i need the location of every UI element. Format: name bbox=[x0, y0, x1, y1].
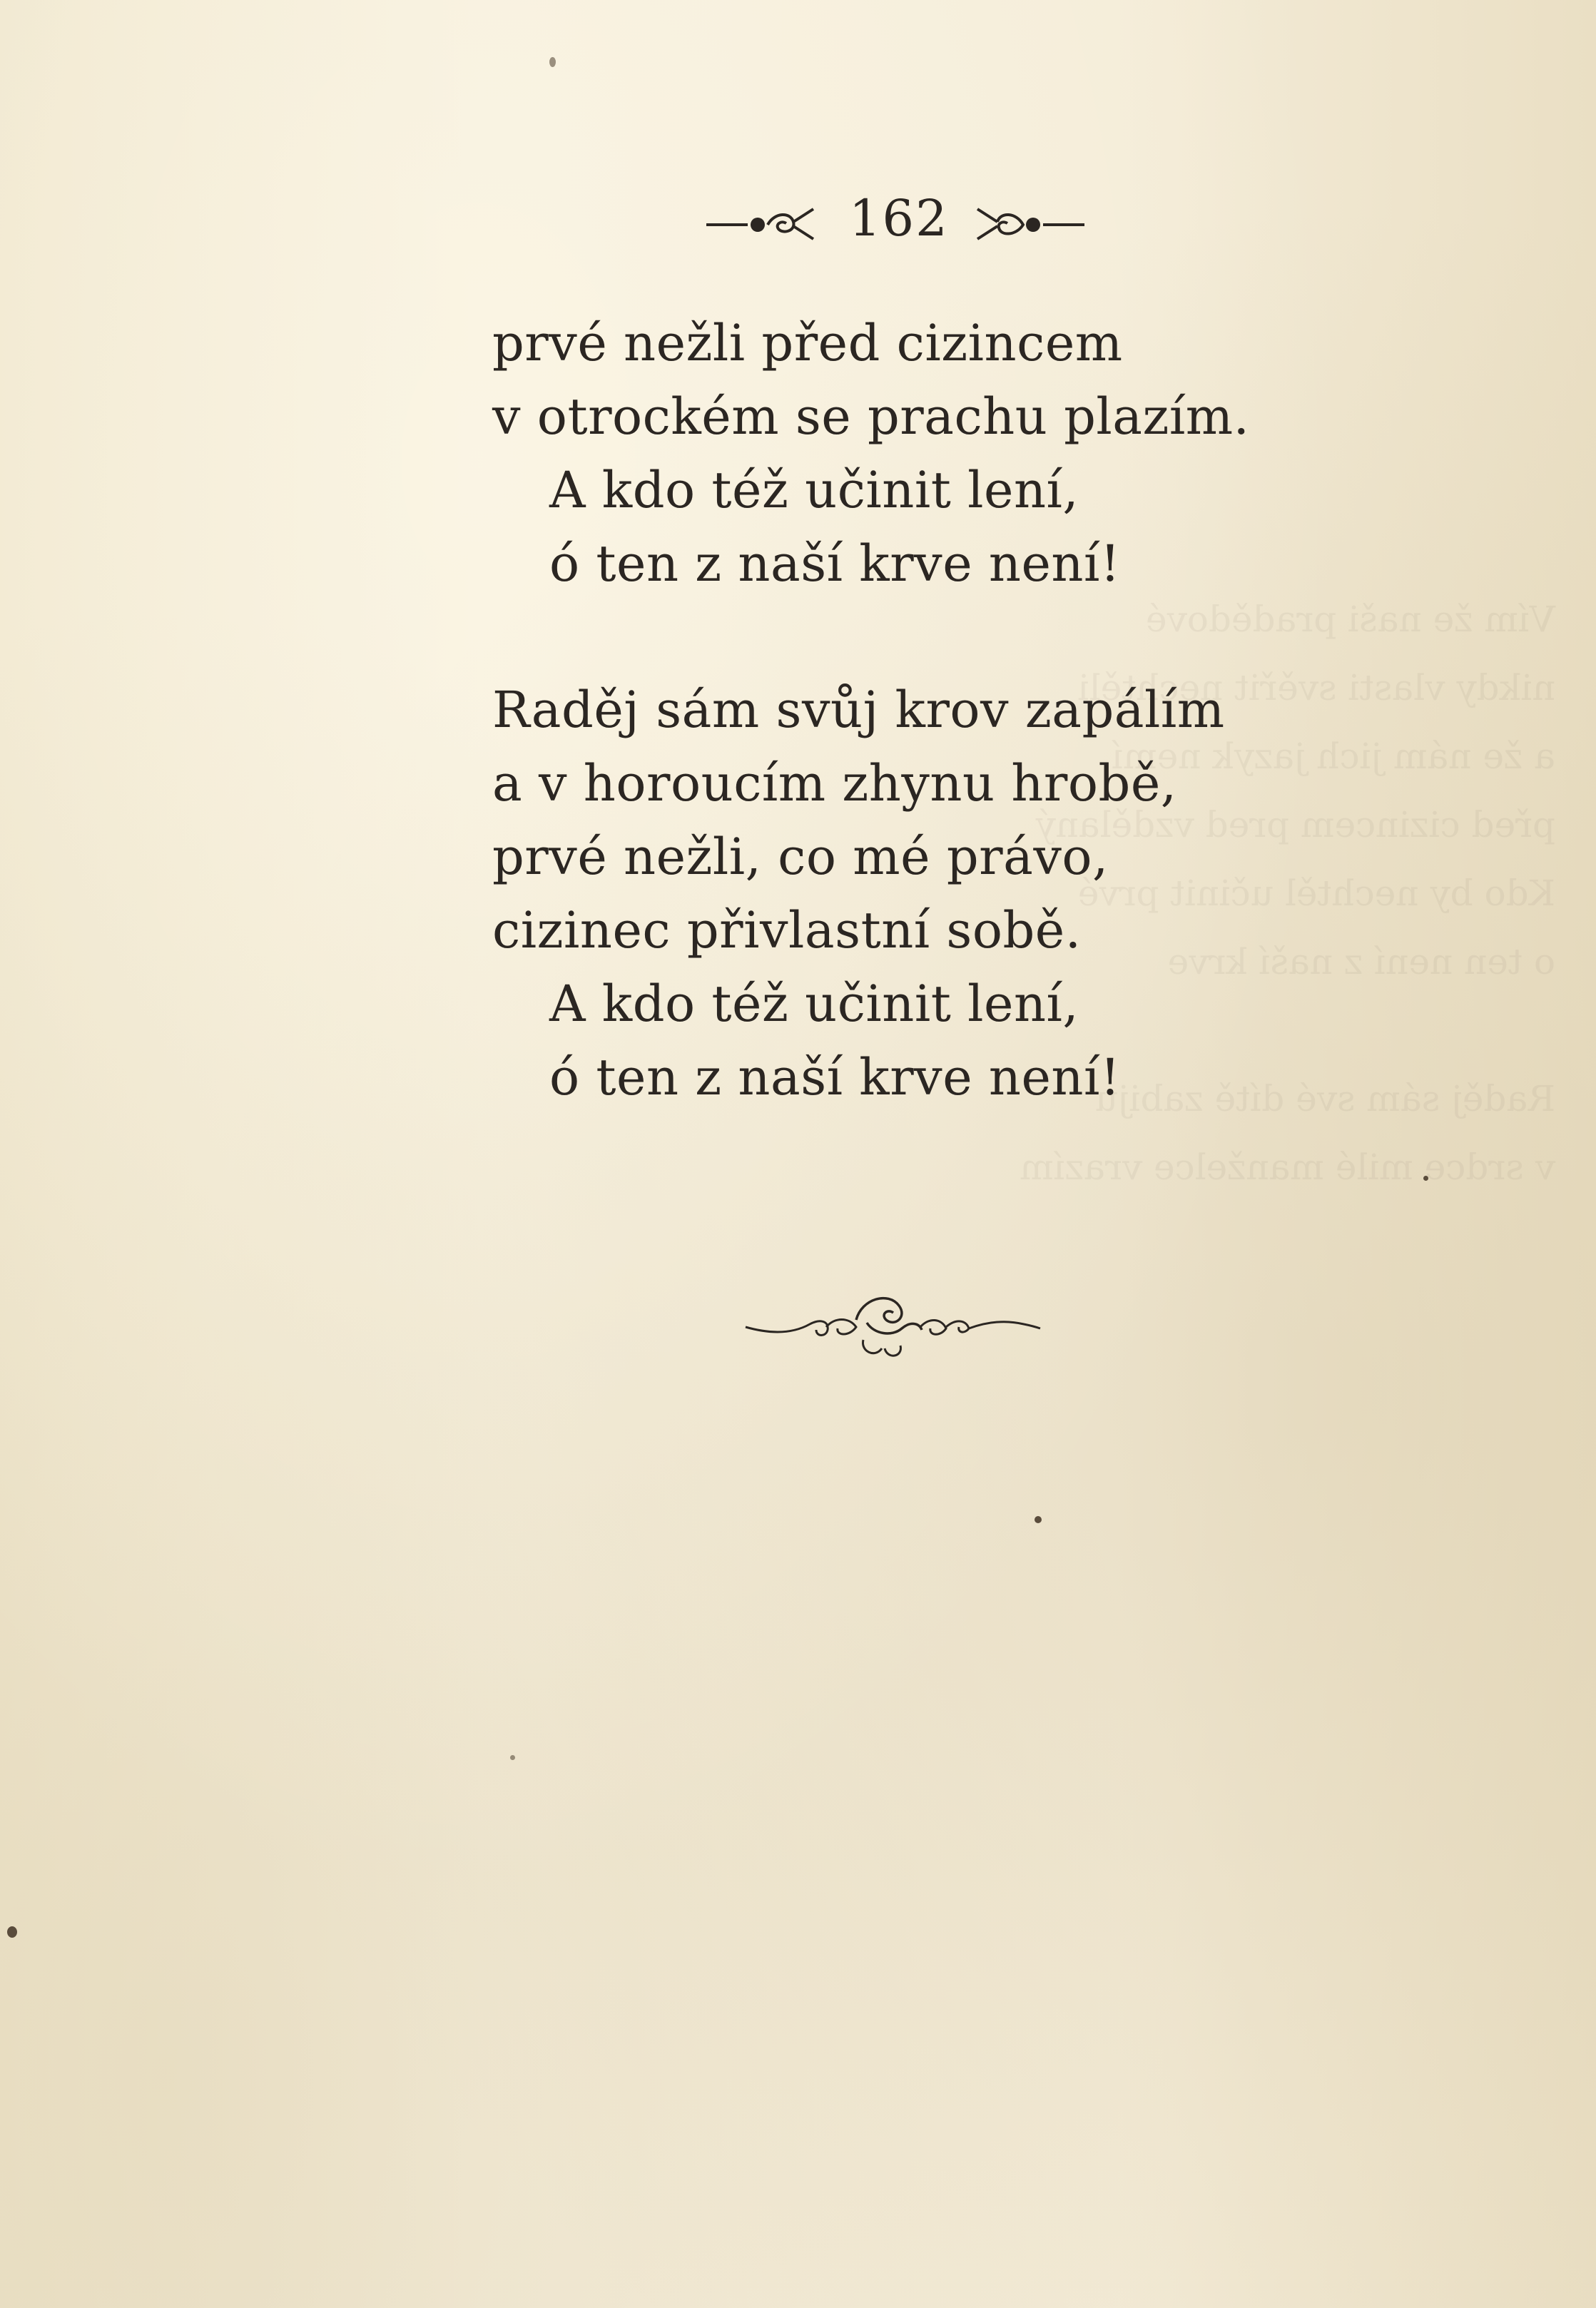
right-ornament-icon bbox=[970, 196, 1084, 246]
running-header bbox=[0, 182, 1596, 260]
verse-line: cizinec přivlastní sobě. bbox=[492, 901, 1082, 960]
verse-line: Raděj sám svůj krov zapálím bbox=[492, 681, 1225, 739]
refrain-line: ó ten z naší krve není! bbox=[549, 534, 1121, 593]
left-ornament-icon bbox=[706, 196, 820, 246]
show-through-text: Vím že naši pradědové nikdy vlasti svěřit nechtěli a že nám jich jazyk nemí před cizincem pred vzdělaný Kdo by nechtěl učinit prvé o ten není z naší krve Raděj sám své dítě zabiju v srdce milé manželce vrazím bbox=[1020, 599, 1555, 1188]
verse-line: prvé nežli, co mé právo, bbox=[492, 828, 1109, 886]
verse-line: prvé nežli před cizincem bbox=[492, 314, 1123, 372]
stanza-1 bbox=[492, 307, 1348, 601]
paper-speck bbox=[1035, 1516, 1042, 1523]
refrain-line: ó ten z naší krve není! bbox=[549, 1048, 1121, 1107]
paper-speck bbox=[549, 57, 556, 67]
verse-line: a v horoucím zhynu hrobě, bbox=[492, 754, 1177, 813]
refrain-line: A kdo též učinit lení, bbox=[549, 975, 1079, 1033]
page-number: 162 bbox=[849, 189, 949, 248]
tailpiece-ornament-icon bbox=[742, 1277, 1042, 1377]
stanza-2 bbox=[492, 673, 1348, 1114]
paper-speck bbox=[7, 1926, 17, 1938]
stanza-break bbox=[492, 601, 1348, 673]
verse-line: v otrockém se prachu plazím. bbox=[492, 387, 1250, 446]
poem-text bbox=[492, 307, 1348, 1114]
paper-speck bbox=[510, 1755, 515, 1760]
refrain-line: A kdo též učinit lení, bbox=[549, 461, 1079, 519]
paper-speck bbox=[1423, 1176, 1428, 1181]
header-group bbox=[706, 182, 1092, 260]
